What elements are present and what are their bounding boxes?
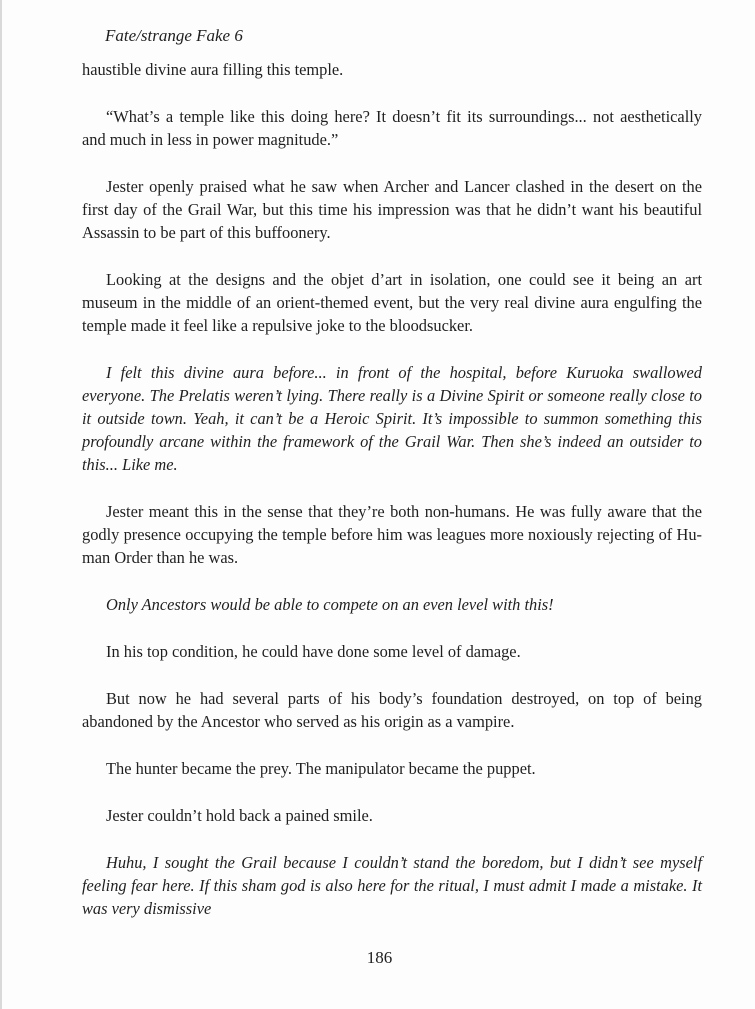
italic-thought-paragraph: Huhu, I sought the Grail because I couldn’t stand the boredom, but I didn’t see myself feeling fear here. If this sham god is also here for the ritual, I must admit I made a mistake. It was very dismissive	[82, 853, 702, 918]
paragraph: Jester couldn’t hold back a pained smile.	[106, 806, 373, 825]
paragraph: haustible divine aura filling this temple.	[82, 60, 344, 79]
body-text	[82, 58, 702, 944]
paragraph: But now he had several parts of his body’s foundation destroyed, on top of being abandoned by the Ancestor who served as his origin as a vampire.	[82, 689, 702, 731]
italic-thought-paragraph: Only Ancestors would be able to compete on an even level with this!	[106, 595, 554, 614]
page-number: 186	[366, 948, 393, 967]
running-head: Fate/strange Fake 6	[105, 26, 243, 45]
paragraph: Looking at the designs and the objet d’art in isolation, one could see it being an art museum in the middle of an orient-themed event, but the very real divine aura engulfing the temple made it feel like a repulsive joke to the bloodsucker.	[82, 270, 702, 335]
italic-thought-paragraph: I felt this divine aura before... in front of the hospital, before Kuruoka swallowed everyone. The Prelatis weren’t lying. There really is a Divine Spirit or someone really close to it outside town. Yeah, it can’t be a Heroic Spirit. It’s impossible to summon something this profoundly arcane within the framework of the Grail War. Then she’s indeed an outsider to this... Like me.	[82, 363, 702, 474]
paragraph: “What’s a temple like this doing here? It doesn’t fit its surroundings... not aesthetically and much in less in power magnitude.”	[82, 107, 702, 149]
paragraph: The hunter became the prey. The manipulator became the puppet.	[106, 759, 536, 778]
paragraph: Jester openly praised what he saw when Archer and Lancer clashed in the desert on the first day of the Grail War, but this time his impression was that he didn’t want his beautiful Assassin to be part of this buffoonery.	[82, 177, 702, 242]
paragraph: In his top condition, he could have done some level of damage.	[106, 642, 521, 661]
paragraph: Jester meant this in the sense that they’re both non-humans. He was fully aware that the godly presence occupying the temple before him was leagues more noxiously rejecting of Hu-man Order than he was.	[82, 502, 702, 567]
